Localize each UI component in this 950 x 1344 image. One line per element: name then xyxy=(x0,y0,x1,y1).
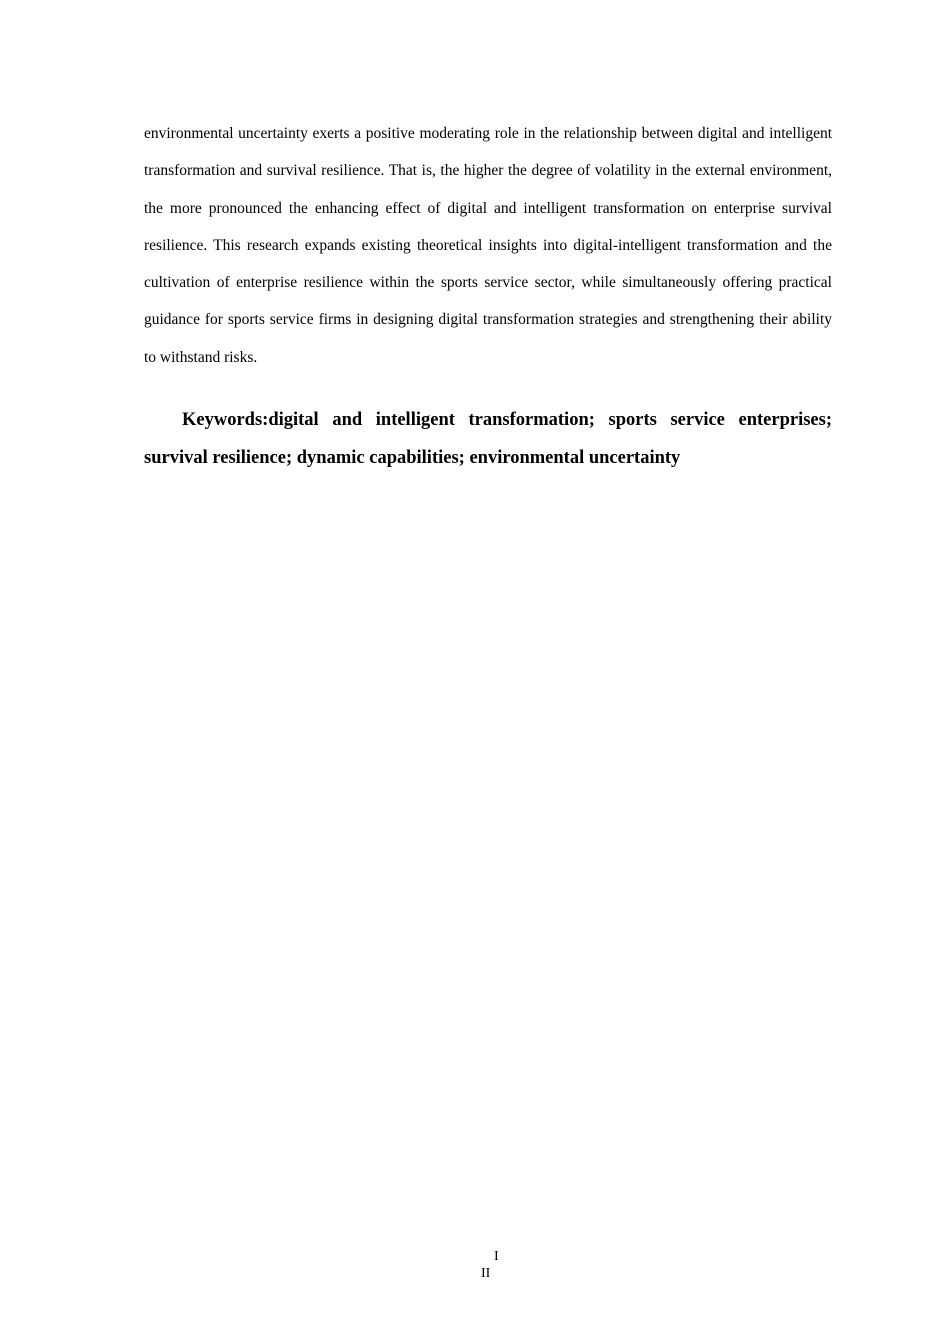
keywords-label: Keywords: xyxy=(182,410,269,430)
keywords-terms: digital and intelligent transformation; sports service enterprises; survival resilience; dynamic capabilities; environmental uncertainty xyxy=(144,410,832,468)
abstract-paragraph: environmental uncertainty exerts a positive moderating role in the relationship between digital and intelligent transformation and survival resilience. That is, the higher the degree of volatility in the external environment, the more pronounced the enhancing effect of digital and intelligent transformation on enterprise survival resilience. This research expands existing theoretical insights into digital-intelligent transformation and the cultivation of enterprise resilience within the sports service sector, while simultaneously offering practical guidance for sports service firms in designing digital transformation strategies and strengthening their ability to withstand risks. xyxy=(144,125,832,366)
page-number-top: I xyxy=(494,1249,499,1264)
keywords-paragraph xyxy=(144,401,832,477)
page-number-bottom: II xyxy=(481,1266,491,1281)
